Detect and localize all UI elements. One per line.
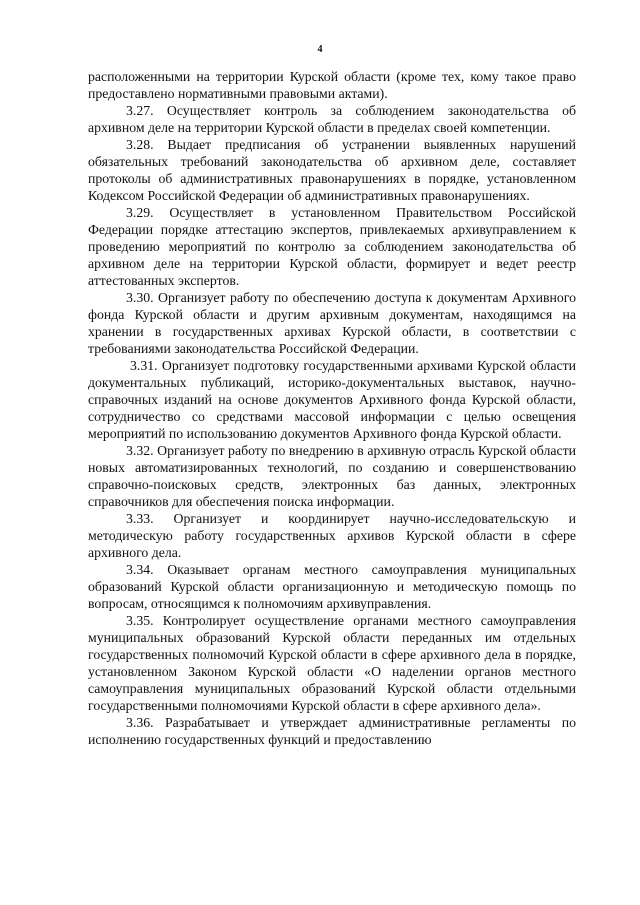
paragraph-3-36: 3.36. Разрабатывает и утверждает административные регламенты по исполнению государственных функций и предоставлению: [88, 715, 576, 747]
paragraph-3-35: 3.35. Контролирует осуществление органами местного самоуправления муниципальных образований Курской области переданных им отдельных государственных полномочий Курской области в сфере архивного дела в порядке, установленном Законом Курской области «О наделении органов местного самоуправления муниципальных образований Курской области отдельными государственными полномочиями Курской области в сфере архивного дела».: [88, 613, 576, 713]
paragraph-3-29: 3.29. Осуществляет в установленном Правительством Российской Федерации порядке аттестацию экспертов, привлекаемых архивуправлением к проведению мероприятий по контролю за соблюдением законодательства об архивном деле на территории Курской области, формирует и ведет реестр аттестованных экспертов.: [88, 205, 576, 288]
paragraph-continuation: расположенными на территории Курской области (кроме тех, кому такое право предоставлено нормативными правовыми актами).: [88, 69, 576, 101]
paragraph-3-30: 3.30. Организует работу по обеспечению доступа к документам Архивного фонда Курской области и другим архивным документам, находящимся на хранении в государственных архивах Курской области, в соответствии с требованиями законодательства Российской Федерации.: [88, 290, 576, 356]
paragraph-3-32: 3.32. Организует работу по внедрению в архивную отрасль Курской области новых автоматизированных технологий, по созданию и совершенствованию справочно-поисковых средств, электронных баз данных, электронных справочников для обеспечения поиска информации.: [88, 443, 576, 509]
page-number: 4: [317, 44, 323, 55]
paragraph-3-27: 3.27. Осуществляет контроль за соблюдением законодательства об архивном деле на территории Курской области в пределах своей компетенции.: [88, 103, 576, 135]
paragraph-3-31: 3.31. Организует подготовку государственными архивами Курской области документальных публикаций, историко-документальных выставок, научно-справочных изданий на основе документов Архивного фонда Курской области, сотрудничество со средствами массовой информации с целью освещения мероприятий по использованию документов Архивного фонда Курской области.: [88, 358, 576, 441]
paragraph-3-33: 3.33. Организует и координирует научно-исследовательскую и методическую работу государственных архивов Курской области в сфере архивного дела.: [88, 511, 576, 560]
paragraph-3-28: 3.28. Выдает предписания об устранении выявленных нарушений обязательных требований законодательства об архивном деле, составляет протоколы об административных правонарушениях в порядке, установленном Кодексом Российской Федерации об административных правонарушениях.: [88, 137, 576, 203]
page-body: [88, 68, 576, 748]
paragraph-3-34: 3.34. Оказывает органам местного самоуправления муниципальных образований Курской области организационную и методическую помощь по вопросам, относящимся к полномочиям архивуправления.: [88, 562, 576, 611]
